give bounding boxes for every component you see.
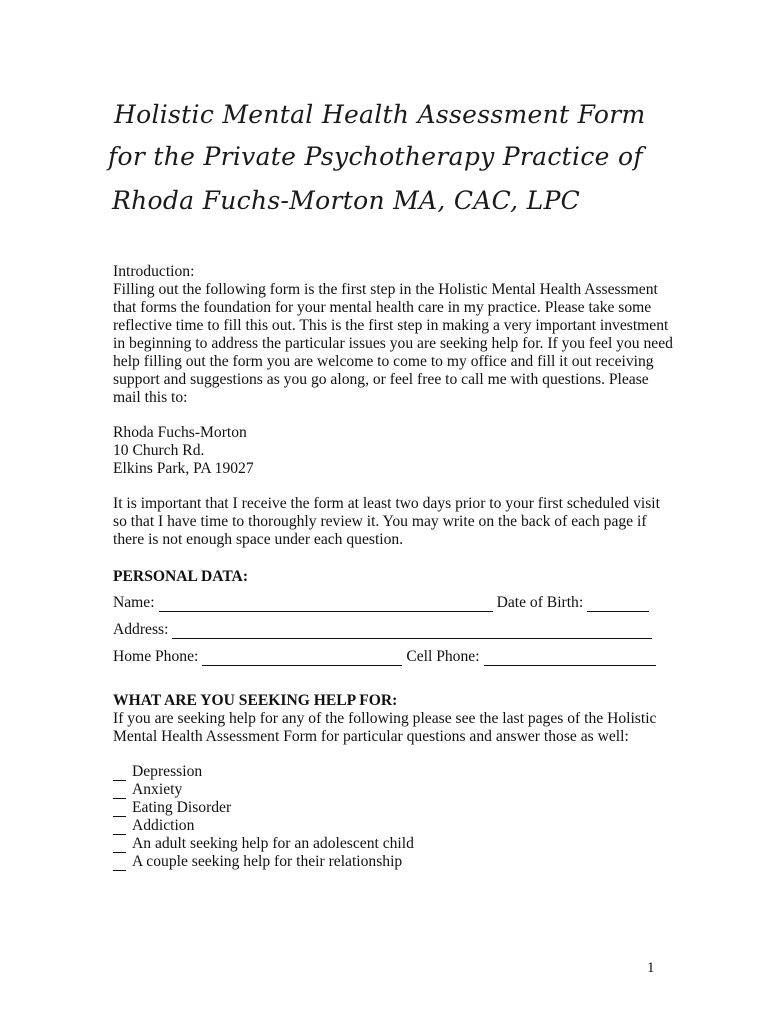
address-city: Elkins Park, PA 19027	[113, 460, 254, 477]
cell-phone-field[interactable]	[484, 651, 656, 666]
page-number: 1	[647, 960, 655, 976]
address-label: Address:	[113, 621, 169, 638]
help-option[interactable]	[113, 817, 673, 835]
seeking-help-line: If you are seeking help for any of the following please see the last pages of the Holistic	[113, 710, 657, 727]
mailing-address	[113, 424, 673, 478]
option-checkbox-blank[interactable]	[113, 820, 126, 835]
help-option[interactable]	[113, 799, 673, 817]
form-title-line-3: Rhoda Fuchs-Morton MA, CAC, LPC	[112, 186, 581, 215]
notice-line: so that I have time to thoroughly review it. You may write on the back of each page if	[113, 513, 647, 530]
help-option[interactable]	[113, 835, 673, 853]
help-option[interactable]	[113, 781, 673, 799]
personal-data-heading: PERSONAL DATA:	[113, 568, 249, 585]
home-phone-field[interactable]	[202, 651, 402, 666]
seeking-help-section	[113, 692, 673, 746]
option-checkbox-blank[interactable]	[113, 856, 126, 871]
help-option[interactable]	[113, 763, 673, 781]
introduction-line: that forms the foundation for your mental health care in my practice. Please take some	[113, 299, 652, 316]
seeking-help-line: Mental Health Assessment Form for particular questions and answer those as well:	[113, 728, 629, 745]
address-row	[113, 621, 658, 639]
introduction-line: help filling out the form you are welcome to come to my office and fill it out receiving	[113, 353, 654, 370]
option-checkbox-blank[interactable]	[113, 802, 126, 817]
introduction-line: mail this to:	[113, 389, 188, 406]
address-name: Rhoda Fuchs-Morton	[113, 424, 247, 441]
option-label: A couple seeking help for their relationship	[132, 853, 403, 870]
name-field[interactable]	[159, 597, 493, 612]
introduction-line: reflective time to fill this out. This is the first step in making a very important investment	[113, 317, 669, 334]
option-label: An adult seeking help for an adolescent child	[132, 835, 414, 852]
option-checkbox-blank[interactable]	[113, 766, 126, 781]
cell-phone-label: Cell Phone:	[406, 648, 480, 665]
introduction-section	[113, 263, 673, 407]
option-label: Addiction	[132, 817, 195, 834]
phone-row	[113, 648, 658, 666]
notice-line: It is important that I receive the form at least two days prior to your first scheduled visit	[113, 495, 660, 512]
option-label: Anxiety	[132, 781, 183, 798]
introduction-line: support and suggestions as you go along, or feel free to call me with questions. Please	[113, 371, 649, 388]
name-row	[113, 594, 658, 612]
date-of-birth-field[interactable]	[587, 597, 649, 612]
date-of-birth-label: Date of Birth:	[496, 594, 584, 611]
notice-line: there is not enough space under each question.	[113, 531, 404, 548]
option-checkbox-blank[interactable]	[113, 838, 126, 853]
name-label: Name:	[113, 594, 155, 611]
address-field[interactable]	[172, 624, 652, 639]
introduction-heading: Introduction:	[113, 263, 195, 280]
option-label: Eating Disorder	[132, 799, 232, 816]
home-phone-label: Home Phone:	[113, 648, 199, 665]
option-checkbox-blank[interactable]	[113, 784, 126, 799]
introduction-line: Filling out the following form is the first step in the Holistic Mental Health Assessment	[113, 281, 658, 298]
help-options-list	[113, 763, 673, 871]
seeking-help-heading: WHAT ARE YOU SEEKING HELP FOR:	[113, 692, 398, 709]
form-title-line-2: for the Private Psychotherapy Practice of	[108, 142, 643, 171]
introduction-line: in beginning to address the particular issues you are seeking help for. If you feel you need	[113, 335, 673, 352]
help-option[interactable]	[113, 853, 673, 871]
form-title-line-1: Holistic Mental Health Assessment Form	[114, 100, 646, 129]
option-label: Depression	[132, 763, 203, 780]
notice-section	[113, 495, 673, 549]
address-street: 10 Church Rd.	[113, 442, 205, 459]
